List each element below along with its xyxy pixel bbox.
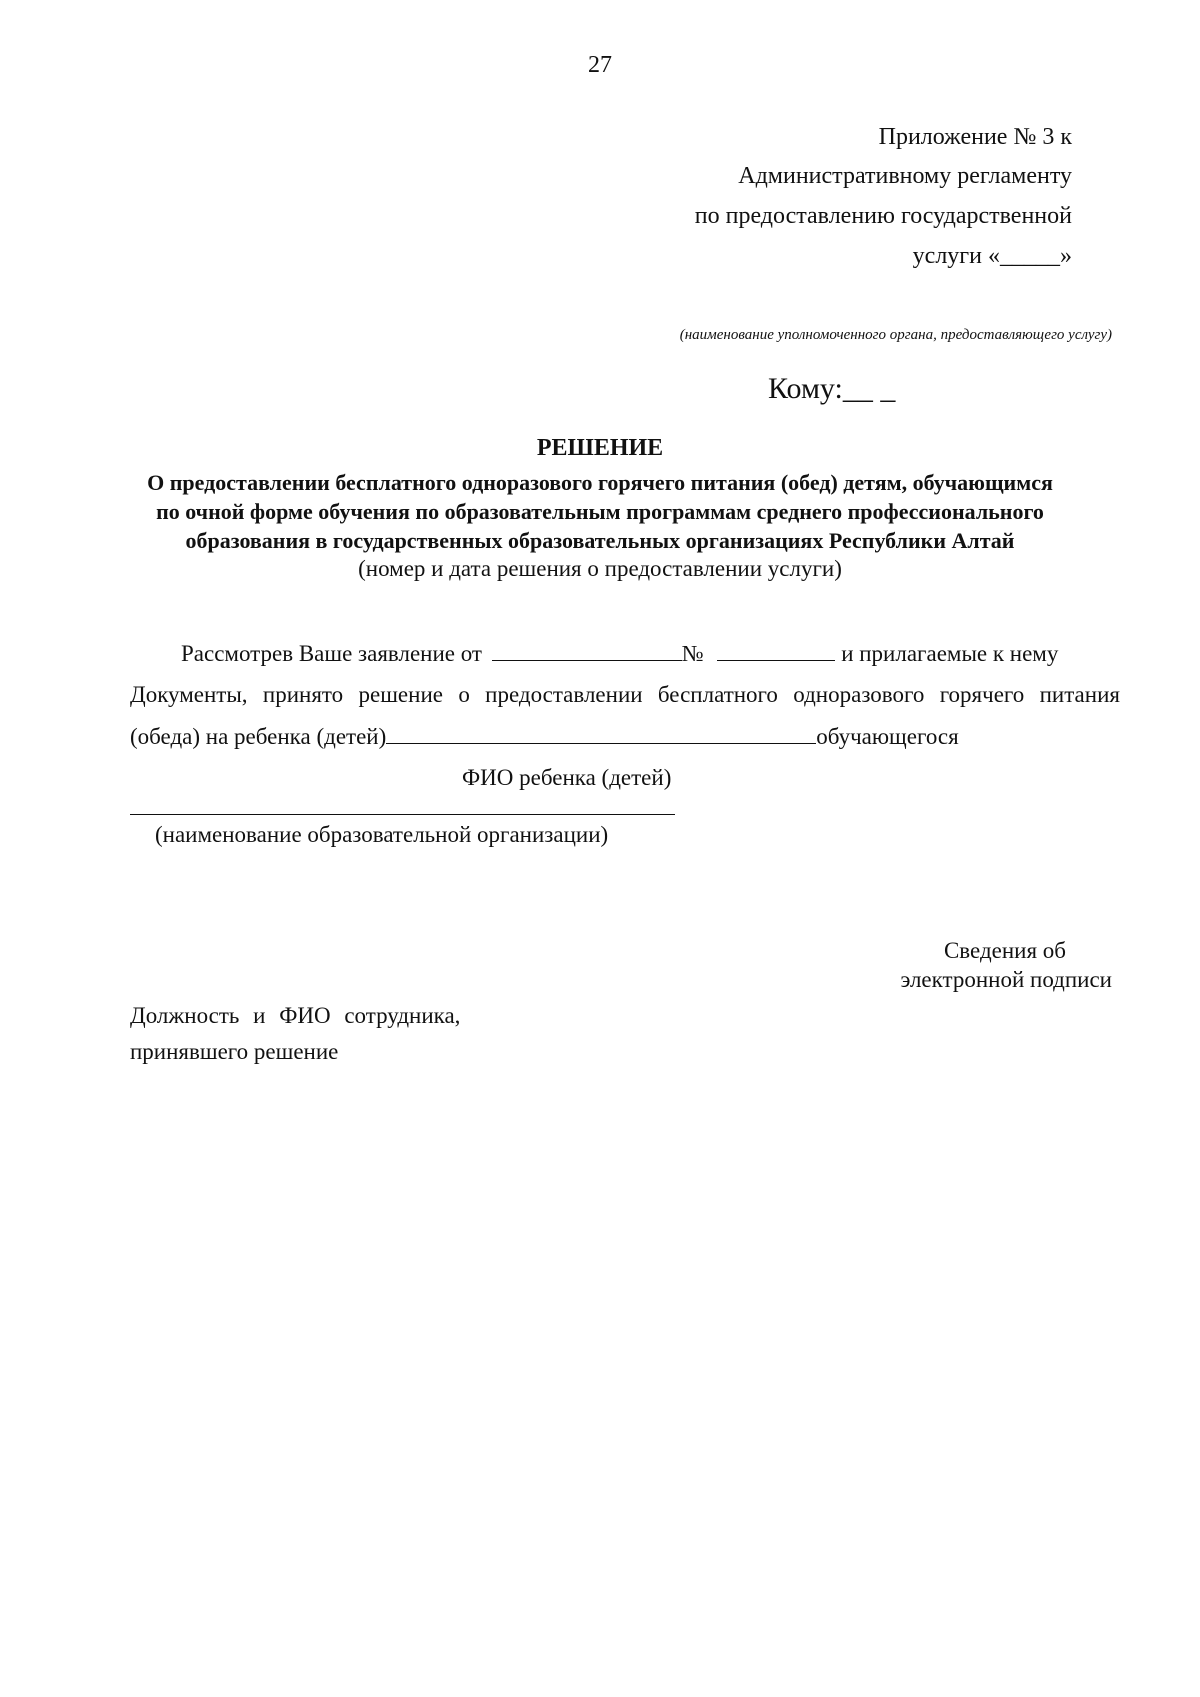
- document-subtitle-line-2: по очной форме обучения по образовательным программам среднего профессионального: [156, 499, 1044, 524]
- organization-name-line: [130, 814, 675, 815]
- appendix-line-4: услуги «_____»: [912, 243, 1072, 269]
- para-word: принято: [262, 682, 344, 707]
- appendix-line-2: Административному регламенту: [738, 163, 1072, 189]
- document-subtitle-line-1: О предоставлении бесплатного одноразового горячего питания (обед) детям, обучающимся: [147, 470, 1053, 495]
- recipient-field: Кому:__ _: [768, 372, 896, 405]
- authority-caption: (наименование уполномоченного органа, предоставляющего услугу): [679, 327, 1112, 343]
- application-text: Рассмотрев Ваше заявление от: [181, 641, 482, 666]
- organization-name-caption: (наименование образовательной организации): [155, 822, 609, 847]
- child-name-blank: [386, 723, 816, 744]
- para-word: решение: [358, 682, 443, 707]
- decision-number-date-caption: (номер и дата решения о предоставлении услуги): [358, 556, 842, 581]
- para-word: питания: [1039, 682, 1120, 707]
- paragraph-line-3: [130, 723, 959, 750]
- para-word: горячего: [939, 682, 1025, 707]
- para-word: предоставлении: [485, 682, 643, 707]
- signature-info-line-2: электронной подписи: [900, 967, 1112, 992]
- child-name-caption: ФИО ребенка (детей): [462, 765, 672, 790]
- para-word: о: [458, 682, 470, 707]
- attachments-text: и прилагаемые к нему: [841, 641, 1059, 666]
- para-word: бесплатного: [657, 682, 778, 707]
- para-word: Документы,: [130, 682, 248, 707]
- application-date-blank: [492, 640, 682, 661]
- employee-position-line-2: принявшего решение: [130, 1039, 339, 1064]
- page-number: 27: [588, 52, 612, 78]
- paragraph-line-2: [130, 682, 1120, 708]
- signature-info-line-1: Сведения об: [943, 938, 1066, 963]
- studying-text: обучающегося: [816, 724, 959, 749]
- child-text: (обеда) на ребенка (детей): [130, 724, 387, 749]
- para-word: одноразового: [793, 682, 925, 707]
- paragraph-line-1: [181, 640, 1058, 667]
- number-sign: №: [681, 641, 704, 666]
- document-subtitle-line-3: образования в государственных образовательных организациях Республики Алтай: [185, 528, 1015, 553]
- appendix-line-3: по предоставлению государственной: [694, 203, 1072, 229]
- application-number-blank: [717, 640, 835, 661]
- appendix-line-1: Приложение № 3 к: [878, 124, 1072, 150]
- employee-position-line-1: Должность и ФИО сотрудника,: [130, 1003, 461, 1028]
- document-title: РЕШЕНИЕ: [536, 435, 664, 461]
